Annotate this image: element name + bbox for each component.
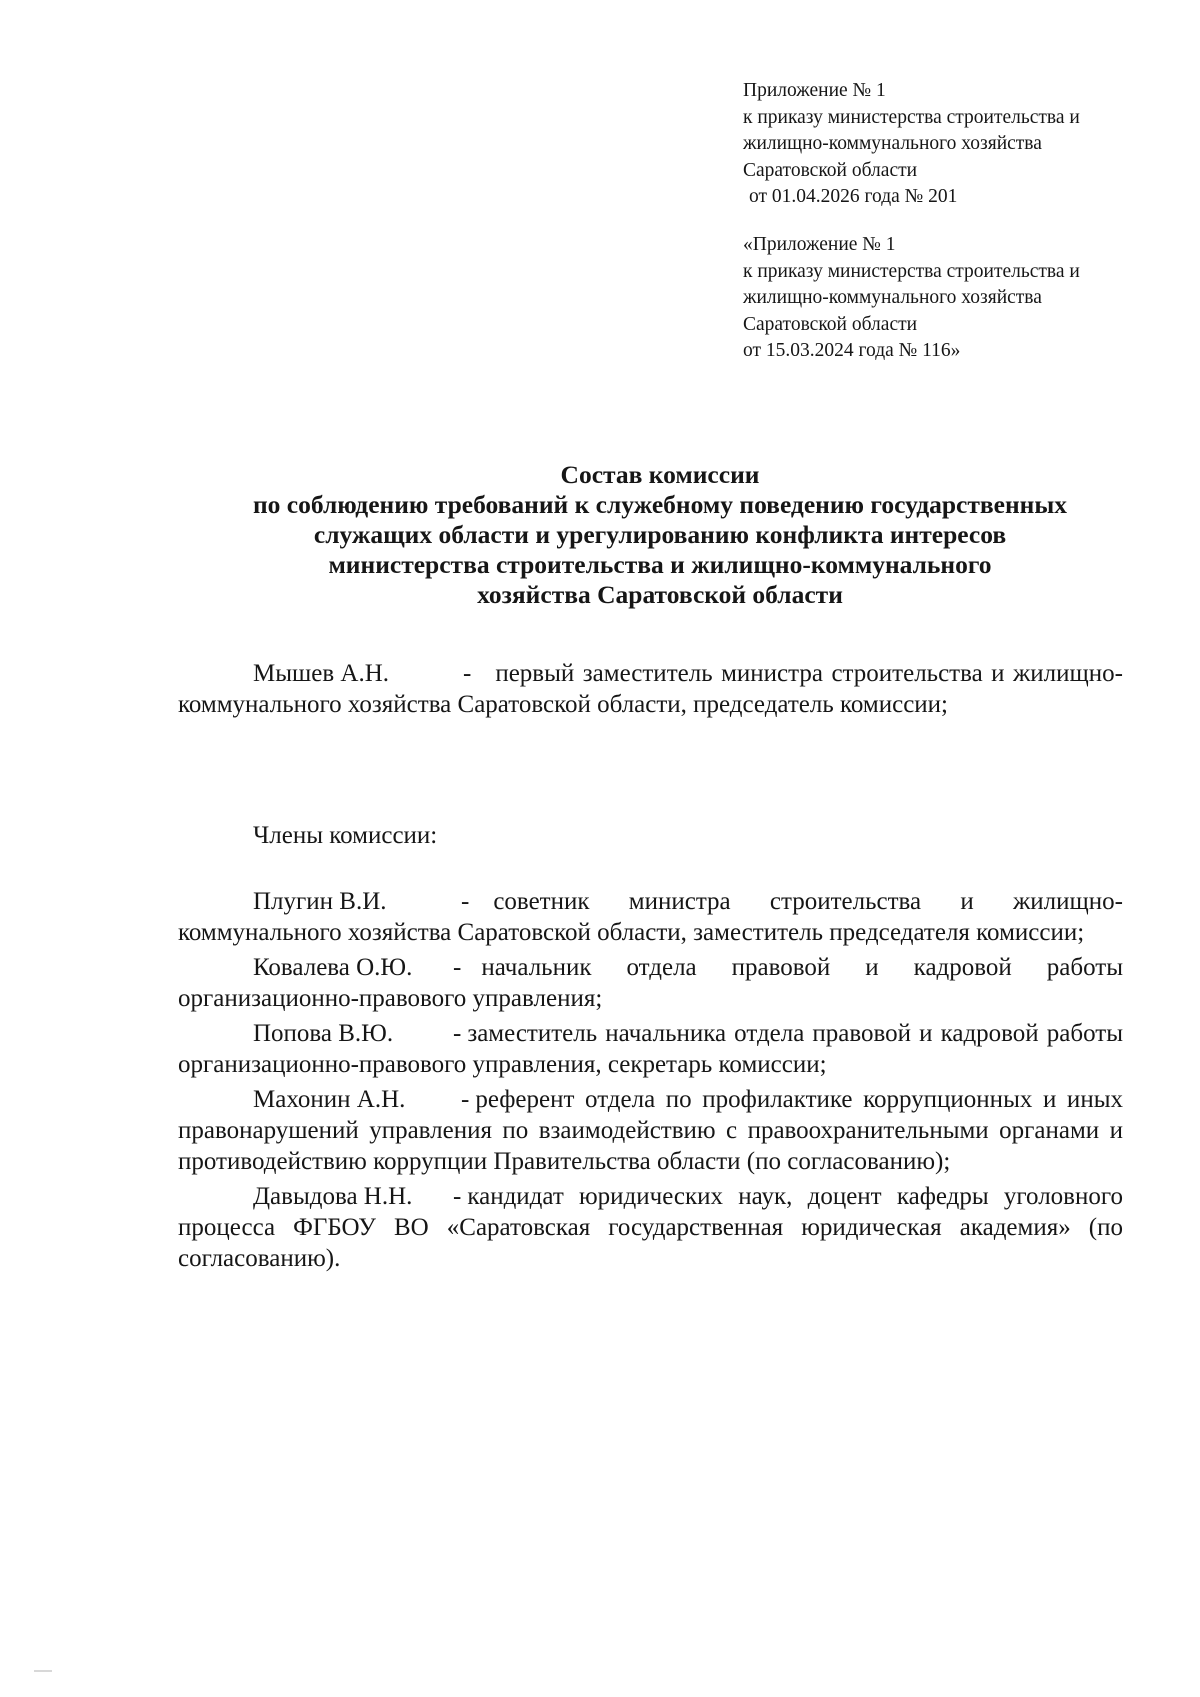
member-entry xyxy=(178,886,1123,948)
member-position: советник министра строительства и жилищно-коммунального хозяйства Саратовской области, заместитель председателя комиссии; xyxy=(178,888,1123,946)
member-name: Давыдова Н.Н. xyxy=(253,1183,413,1210)
scan-artifact xyxy=(34,1670,52,1672)
annex-line: к приказу министерства строительства и xyxy=(743,260,1080,282)
member-entry xyxy=(178,1181,1123,1274)
member-name: Плугин В.И. xyxy=(253,888,387,915)
member-entry xyxy=(178,1084,1123,1177)
member-position: кандидат юридических наук, доцент кафедры уголовного процесса ФГБОУ ВО «Саратовская государственная юридическая академия» (по согласованию). xyxy=(178,1183,1123,1272)
member-name: Мышев А.Н. xyxy=(253,660,390,687)
title-line: министерства строительства и жилищно-коммунального xyxy=(328,550,992,579)
member-entry xyxy=(178,952,1123,1014)
annex-line: к приказу министерства строительства и xyxy=(743,106,1080,128)
annex-line: «Приложение № 1 xyxy=(743,234,896,255)
title-line: Состав комиссии xyxy=(560,460,760,489)
chair-entry xyxy=(178,658,1123,720)
annex-line: Саратовской области xyxy=(743,313,918,335)
entry-dash: - xyxy=(453,1020,462,1047)
document-title xyxy=(160,460,1160,610)
entry-dash: - xyxy=(461,1086,470,1113)
annex-line: от 01.04.2026 года № 201 xyxy=(749,186,958,207)
chair-section xyxy=(178,658,1123,720)
members-heading: Члены комиссии: xyxy=(253,822,438,849)
entry-dash: - xyxy=(453,1183,462,1210)
annex-line: Саратовской области xyxy=(743,159,918,181)
member-name: Махонин А.Н. xyxy=(253,1086,406,1113)
entry-dash: - xyxy=(453,954,462,981)
member-name: Ковалева О.Ю. xyxy=(253,954,413,981)
title-line: служащих области и урегулированию конфликта интересов xyxy=(313,520,1007,549)
member-entry xyxy=(178,1018,1123,1080)
annex-line: жилищно-коммунального хозяйства xyxy=(743,287,1042,308)
member-position: референт отдела по профилактике коррупционных и иных правонарушений управления по взаимодействию с правоохранительными органами и противодействию коррупции Правительства области (по согласованию); xyxy=(178,1086,1123,1175)
member-position: заместитель начальника отдела правовой и кадровой работы организационно-правового управления, секретарь комиссии; xyxy=(178,1020,1123,1078)
member-position: начальник отдела правовой и кадровой работы организационно-правового управления; xyxy=(178,954,1123,1012)
title-line: хозяйства Саратовской области xyxy=(477,580,843,609)
members-list xyxy=(178,886,1123,1274)
member-position: первый заместитель министра строительства и жилищно-коммунального хозяйства Саратовской области, председатель комиссии; xyxy=(178,660,1123,718)
entry-dash: - xyxy=(463,660,472,687)
annex-line: Приложение № 1 xyxy=(743,80,886,101)
title-line: по соблюдению требований к служебному поведению государственных xyxy=(252,490,1068,519)
annex-header-previous xyxy=(743,232,1080,365)
entry-dash: - xyxy=(461,888,470,915)
annex-header-current xyxy=(743,78,1080,211)
annex-line: от 15.03.2024 года № 116» xyxy=(743,340,961,361)
member-name: Попова В.Ю. xyxy=(253,1020,394,1047)
annex-line: жилищно-коммунального хозяйства xyxy=(743,133,1042,154)
